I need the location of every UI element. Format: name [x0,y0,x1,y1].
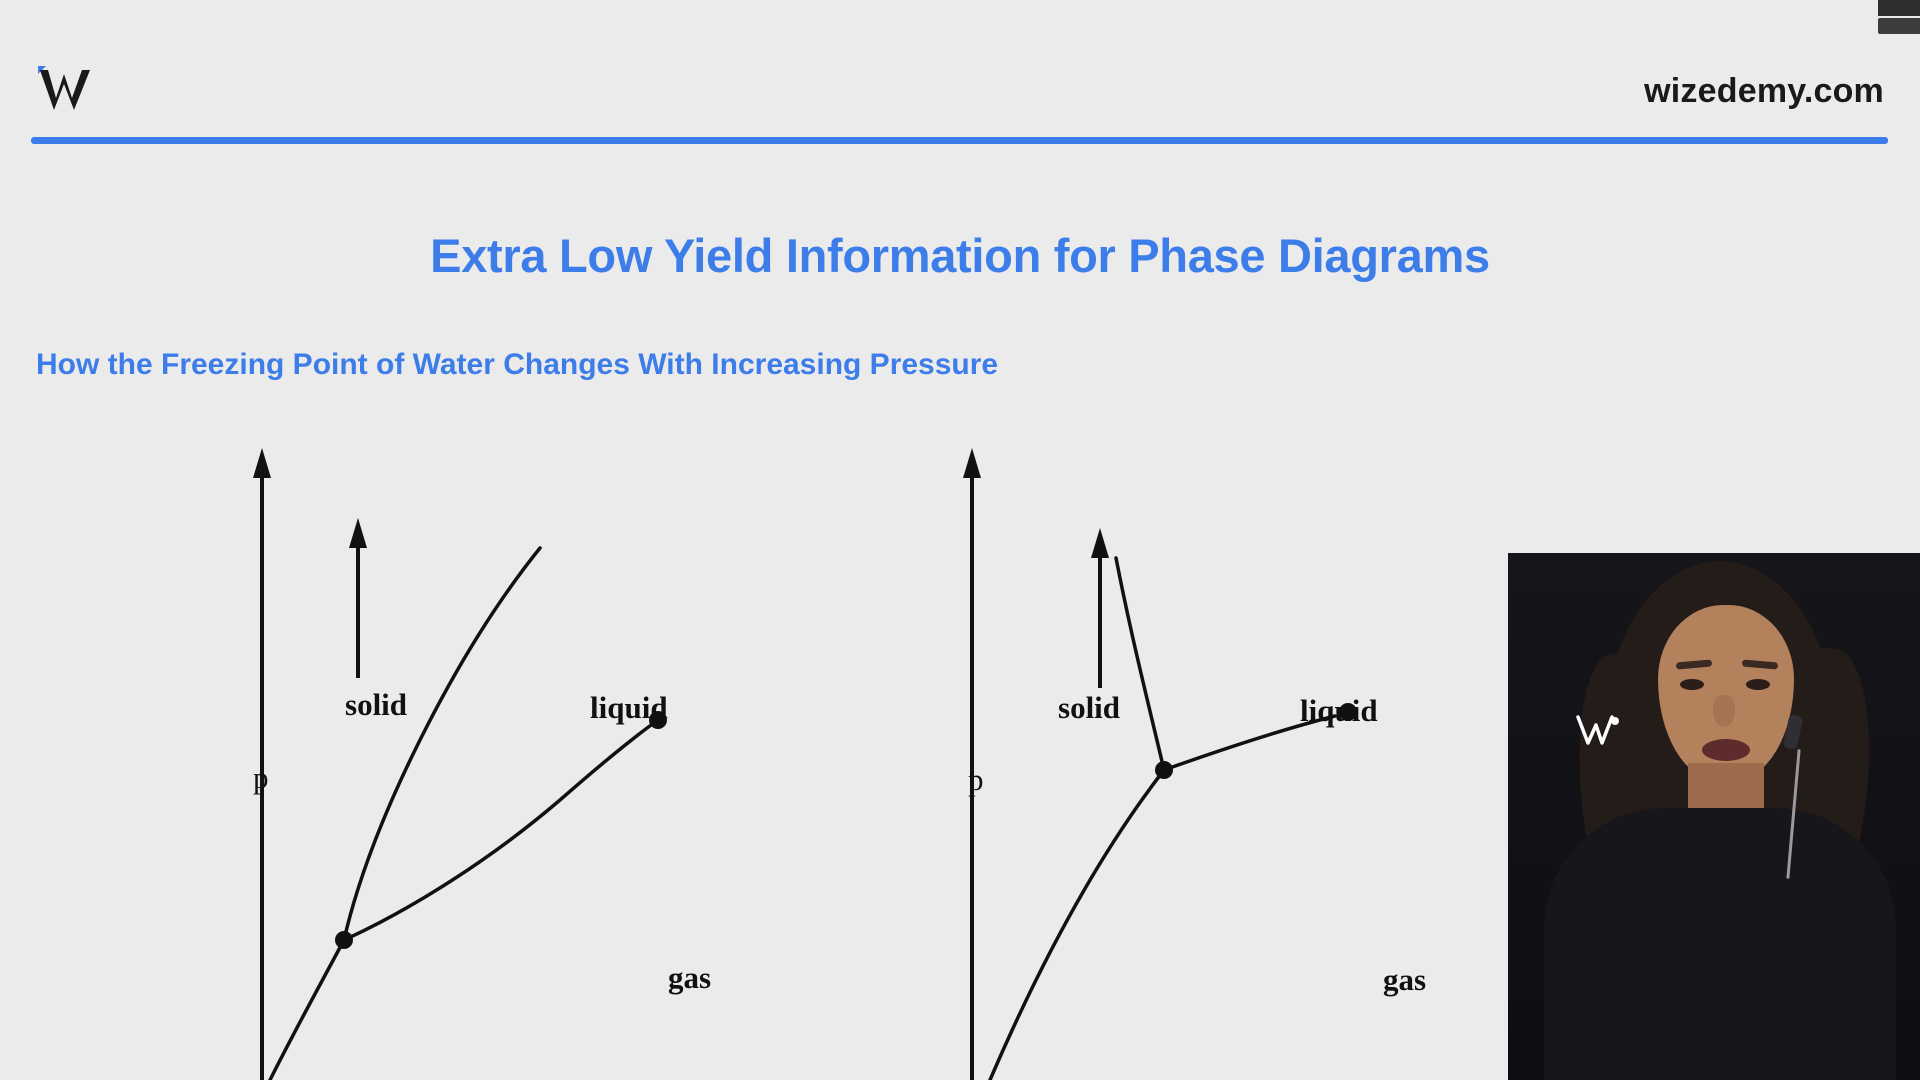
site-name: wizedemy.com [1644,72,1884,110]
slide-header [0,0,1920,150]
nose [1713,695,1735,727]
region-label-gas-left: gas [668,960,712,995]
axis-label-p-right: p [968,762,984,797]
hoodie [1544,808,1896,1080]
eye-right [1746,679,1770,690]
presenter-video[interactable] [1508,553,1920,1080]
axis-label-p-left: p [253,760,269,795]
region-label-gas-right: gas [1383,962,1427,997]
region-label-solid-right: solid [1058,690,1121,725]
header-divider [31,137,1888,144]
region-label-solid-left: solid [345,687,408,722]
screen-corner-notch [1878,18,1920,34]
page-subtitle: How the Freezing Point of Water Changes With Increasing Pressure [36,348,999,381]
page-title: Extra Low Yield Information for Phase Diagrams [430,229,1490,282]
region-label-liquid-left: liquid [590,690,668,725]
hoodie-logo-icon [1576,713,1620,747]
wizedemy-logo-icon [34,60,104,118]
mouth [1702,739,1750,761]
region-label-liquid-right: liquid [1300,693,1378,728]
eye-left [1680,679,1704,690]
